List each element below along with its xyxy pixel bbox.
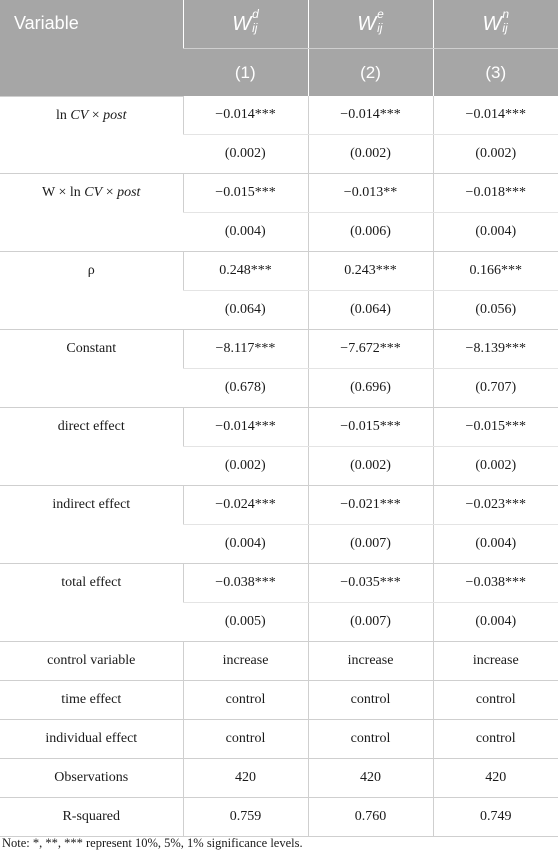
se-cell: (0.004) bbox=[433, 525, 558, 564]
row-observations bbox=[0, 759, 558, 798]
row-label-direct-effect: direct effect bbox=[0, 408, 183, 486]
coef-cell: 0.248*** bbox=[183, 252, 308, 291]
header-weight-2: W e ij bbox=[308, 0, 433, 49]
coef-cell: −0.013** bbox=[308, 174, 433, 213]
value-cell: control bbox=[308, 720, 433, 759]
value-cell: 420 bbox=[183, 759, 308, 798]
column-number-2: (2) bbox=[308, 49, 433, 97]
value-cell: increase bbox=[183, 642, 308, 681]
row-control-variable bbox=[0, 642, 558, 681]
se-cell: (0.004) bbox=[433, 603, 558, 642]
se-cell: (0.002) bbox=[433, 135, 558, 174]
row-constant-coef bbox=[0, 330, 558, 369]
row-label-control-variable: control variable bbox=[0, 642, 183, 681]
row-time-effect bbox=[0, 681, 558, 720]
coef-cell: −0.024*** bbox=[183, 486, 308, 525]
table-footnote: Note: *, **, *** represent 10%, 5%, 1% significance levels. bbox=[2, 836, 303, 850]
se-cell: (0.696) bbox=[308, 369, 433, 408]
coef-cell: −0.015*** bbox=[308, 408, 433, 447]
row-rho-coef bbox=[0, 252, 558, 291]
row-individual-effect bbox=[0, 720, 558, 759]
value-cell: increase bbox=[433, 642, 558, 681]
row-label-lncv-post bbox=[0, 96, 183, 174]
header-weight-1: W d ij bbox=[183, 0, 308, 49]
row-label-r-squared: R-squared bbox=[0, 798, 183, 837]
se-cell: (0.064) bbox=[308, 291, 433, 330]
row-w-lncv-post-coef bbox=[0, 174, 558, 213]
row-label-total-effect: total effect bbox=[0, 564, 183, 642]
value-cell: control bbox=[433, 681, 558, 720]
coef-cell: −0.015*** bbox=[433, 408, 558, 447]
value-cell: increase bbox=[308, 642, 433, 681]
variable-column-header: Variable bbox=[0, 0, 183, 96]
row-label-rho: ρ bbox=[0, 252, 183, 330]
se-cell: (0.007) bbox=[308, 603, 433, 642]
se-cell: (0.002) bbox=[183, 135, 308, 174]
value-cell: 0.759 bbox=[183, 798, 308, 837]
row-label-constant: Constant bbox=[0, 330, 183, 408]
coef-cell: −0.014*** bbox=[183, 96, 308, 135]
value-cell: 420 bbox=[433, 759, 558, 798]
coef-cell: −8.139*** bbox=[433, 330, 558, 369]
coef-cell: −8.117*** bbox=[183, 330, 308, 369]
row-label-w-lncv-post bbox=[0, 174, 183, 252]
se-cell: (0.004) bbox=[183, 213, 308, 252]
se-cell: (0.002) bbox=[308, 447, 433, 486]
se-cell: (0.006) bbox=[308, 213, 433, 252]
row-label-indirect-effect: indirect effect bbox=[0, 486, 183, 564]
se-cell: (0.064) bbox=[183, 291, 308, 330]
math-label: ln CV × post bbox=[55, 107, 127, 123]
math-label: W × ln CV × post bbox=[42, 185, 141, 200]
coef-cell: −0.038*** bbox=[183, 564, 308, 603]
se-cell: (0.056) bbox=[433, 291, 558, 330]
coef-cell: −0.038*** bbox=[433, 564, 558, 603]
column-number-1: (1) bbox=[183, 49, 308, 97]
value-cell: control bbox=[183, 681, 308, 720]
value-cell: 420 bbox=[308, 759, 433, 798]
value-cell: control bbox=[308, 681, 433, 720]
coef-cell: −0.014*** bbox=[433, 96, 558, 135]
se-cell: (0.007) bbox=[308, 525, 433, 564]
row-lncv-post-coef bbox=[0, 96, 558, 135]
coef-cell: −0.035*** bbox=[308, 564, 433, 603]
row-total-coef bbox=[0, 564, 558, 603]
coef-cell: 0.166*** bbox=[433, 252, 558, 291]
coef-cell: −7.672*** bbox=[308, 330, 433, 369]
header-weight-3: W n ij bbox=[433, 0, 558, 49]
se-cell: (0.004) bbox=[183, 525, 308, 564]
se-cell: (0.707) bbox=[433, 369, 558, 408]
coef-cell: −0.014*** bbox=[308, 96, 433, 135]
value-cell: control bbox=[183, 720, 308, 759]
se-cell: (0.678) bbox=[183, 369, 308, 408]
coef-cell: −0.023*** bbox=[433, 486, 558, 525]
row-indirect-coef bbox=[0, 486, 558, 525]
coef-cell: −0.014*** bbox=[183, 408, 308, 447]
coef-cell: 0.243*** bbox=[308, 252, 433, 291]
coef-cell: −0.021*** bbox=[308, 486, 433, 525]
se-cell: (0.004) bbox=[433, 213, 558, 252]
se-cell: (0.002) bbox=[308, 135, 433, 174]
row-r-squared bbox=[0, 798, 558, 837]
se-cell: (0.002) bbox=[433, 447, 558, 486]
header-row-weights bbox=[0, 0, 558, 49]
coef-cell: −0.018*** bbox=[433, 174, 558, 213]
column-number-3: (3) bbox=[433, 49, 558, 97]
row-direct-coef bbox=[0, 408, 558, 447]
coef-cell: −0.015*** bbox=[183, 174, 308, 213]
row-label-individual-effect: individual effect bbox=[0, 720, 183, 759]
se-cell: (0.002) bbox=[183, 447, 308, 486]
row-label-observations: Observations bbox=[0, 759, 183, 798]
value-cell: 0.760 bbox=[308, 798, 433, 837]
value-cell: control bbox=[433, 720, 558, 759]
se-cell: (0.005) bbox=[183, 603, 308, 642]
value-cell: 0.749 bbox=[433, 798, 558, 837]
row-label-time-effect: time effect bbox=[0, 681, 183, 720]
